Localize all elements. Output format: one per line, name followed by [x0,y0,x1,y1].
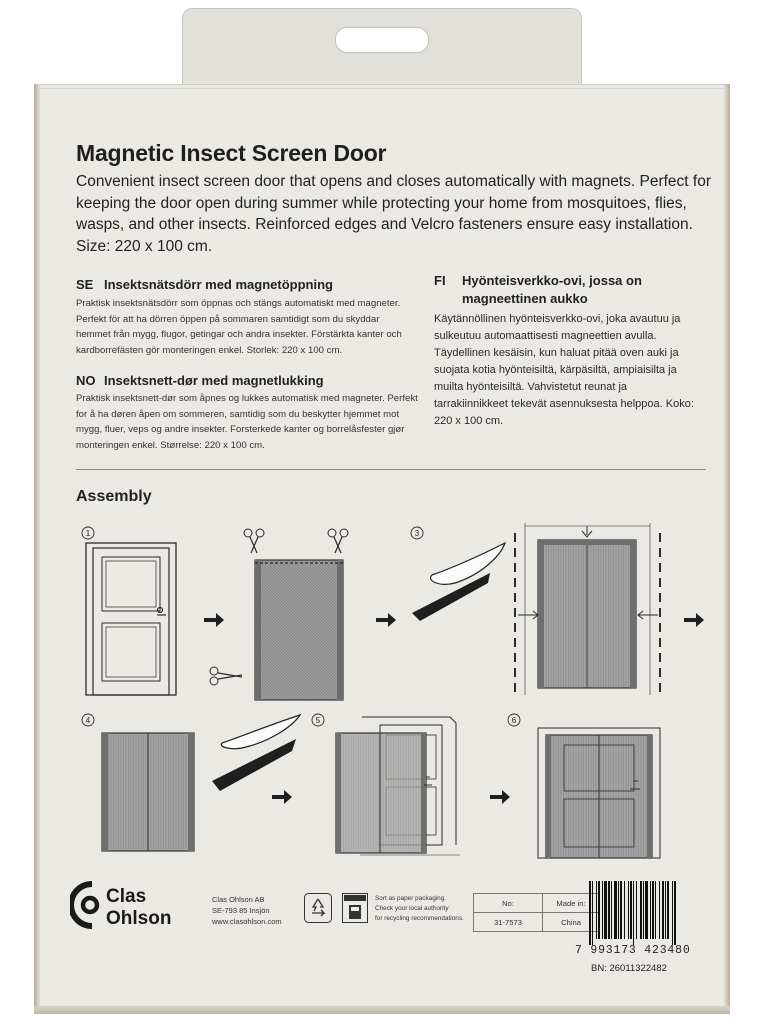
section-divider [76,469,706,470]
barcode-bar [652,881,654,939]
arrow-icon [490,790,510,804]
barcode-bar [674,881,676,945]
assembly-illustration [60,515,720,870]
recycling-symbol-icon [304,893,332,923]
se-heading-text: Insektsnätsdörr med magnetöppning [104,277,333,292]
step1-door-icon [86,543,176,695]
step3-velcro-tape [412,543,505,621]
barcode-bar [611,881,612,939]
item-info-table [473,893,600,932]
brand-line2: Ohlson [106,908,172,929]
step4-screen-panel [102,733,194,851]
barcode-bar [620,881,622,939]
barcode-bar [608,881,610,939]
barcode-bar [643,881,644,939]
fi-code: FI [434,273,446,288]
product-title: Magnetic Insect Screen Door [76,140,387,166]
barcode-bar [592,881,593,945]
barcode-bar [665,881,666,939]
step4-velcro-tape [212,715,300,791]
barcode-bar [662,881,664,939]
scissors-icon [244,529,264,553]
brand-line1: Clas [106,886,147,907]
step-number-3 [411,527,423,539]
hang-slot [335,27,429,53]
fi-heading-line1: Hyönteisverkko-ovi, jossa on [462,273,642,288]
assembly-title: Assembly [76,488,152,505]
barcode-bar [589,881,591,945]
barcode-bar [655,881,656,939]
svg-text:3: 3 [414,529,420,538]
scissors-icon [328,529,348,553]
batch-number: BN: 26011322482 [591,963,667,974]
package-edge-right [724,84,730,1014]
barcode-bar [602,881,603,939]
barcode-bar [659,881,660,939]
se-text: Praktisk insektsnätsdörr som öppnas och stängs automatiskt med magneter. Perfekt för att ha dörren öppen på sommaren samtidigt som du skyddar hemmet från mygg, flugor, getingar och andra insekter. Förstärkta kanter och kardborrefästen gör monteringen enkel. Storlek: 220 x 100 cm. [76,298,402,356]
step5-screen-over-door [336,717,460,855]
barcode-image [588,881,704,945]
barcode-bar [624,881,625,939]
barcode-bar [630,881,632,939]
recycling-line3: for recycling recommendations. [375,915,464,922]
step2-screen-cutting [255,560,343,700]
barcode-bar [667,881,669,939]
barcode-bar [618,881,619,939]
svg-text:4: 4 [85,716,91,725]
step-number-4 [82,714,94,726]
product-description: Convenient insect screen door that opens and closes automatically with magnets. Perfect for keeping the door open during summer while protecting your home from mosquitoes, flies, wasps, and other insects. Reinforced edges and Velcro fasteners ensure easy installation. Size: 220 x 100 cm. [76,173,711,255]
item-number-label: No: [474,894,543,913]
made-in-value: China [543,913,600,932]
arrow-icon [204,613,224,627]
fold-line [40,88,724,89]
step-number-1-badge [77,527,93,543]
svg-text:5: 5 [315,716,321,725]
barcode-bar [628,881,629,939]
company-address [212,894,282,927]
paper-packaging-icon [342,893,368,923]
barcode-bar [598,881,600,939]
scissors-icon [210,667,242,685]
step6-installed-screen-door [538,728,660,858]
package-edge-bottom [34,1006,730,1014]
barcode-bar [614,881,617,939]
barcode-bar [640,881,642,939]
company-website: www.clasohlson.com [212,917,282,926]
recycling-line1: Sort as paper packaging. [375,895,447,902]
barcode-bar [633,881,634,945]
package-edge-left [34,84,40,1014]
svg-text:6: 6 [511,716,517,725]
barcode-bar [645,881,648,939]
fi-heading [434,272,714,308]
fi-text: Käytännöllinen hyönteisverkko-ovi, joka avautuu ja sulkeutuu automaattisesti magneettien avulla. Täydellinen kesäisin, kun haluat pitää oven auki ja suojata kotia hyönteisiltä, kärpäsiltä, ampiaisilta ja muilta hyönteisiltä. Vahvistetut reunat ja tarrakiinnikkeet tekevät asennuksesta helppoa. Koko: 220 x 100 cm. [434,313,694,427]
barcode-bar [636,881,637,939]
recycling-line2: Check your local authority [375,905,449,912]
barcode-bar [596,881,597,939]
no-heading-text: Insektsnett-dør med magnetlukking [104,373,324,388]
se-code: SE [76,277,94,292]
company-name: Clas Ohlson AB [212,895,265,904]
barcode-bar [672,881,673,945]
barcode-digits: 7 993173 423480 [575,944,691,957]
brand-name [106,886,171,930]
step-number-5 [312,714,324,726]
item-number-value: 31-7573 [474,913,543,932]
se-heading [76,276,333,294]
step3-mounted-screen [515,523,660,695]
fi-heading-line2: magneettinen aukko [462,291,588,306]
company-postal: SE-793 85 Insjön [212,906,270,915]
arrow-icon [272,790,292,804]
svg-text:1: 1 [85,529,91,538]
barcode-bar [650,881,651,939]
clas-ohlson-logo-icon [70,880,104,930]
no-code: NO [76,373,96,388]
barcode-bar [604,881,607,939]
recycling-text [375,894,464,924]
made-in-label: Made in: [543,894,600,913]
arrow-icon [684,613,704,627]
step-number-6 [508,714,520,726]
no-text: Praktisk insektsnett-dør som åpnes og lukkes automatisk med magneter. Perfekt for å ha døren åpen om sommeren, samtidig som du beskytter hjemmet mot mygg, fluer, veps og andre insekter. Forsterkede kanter og borrelåsfester gjør monteringen enkel. Størrelse: 220 x 100 cm. [76,393,418,451]
no-heading [76,372,324,390]
arrow-icon [376,613,396,627]
